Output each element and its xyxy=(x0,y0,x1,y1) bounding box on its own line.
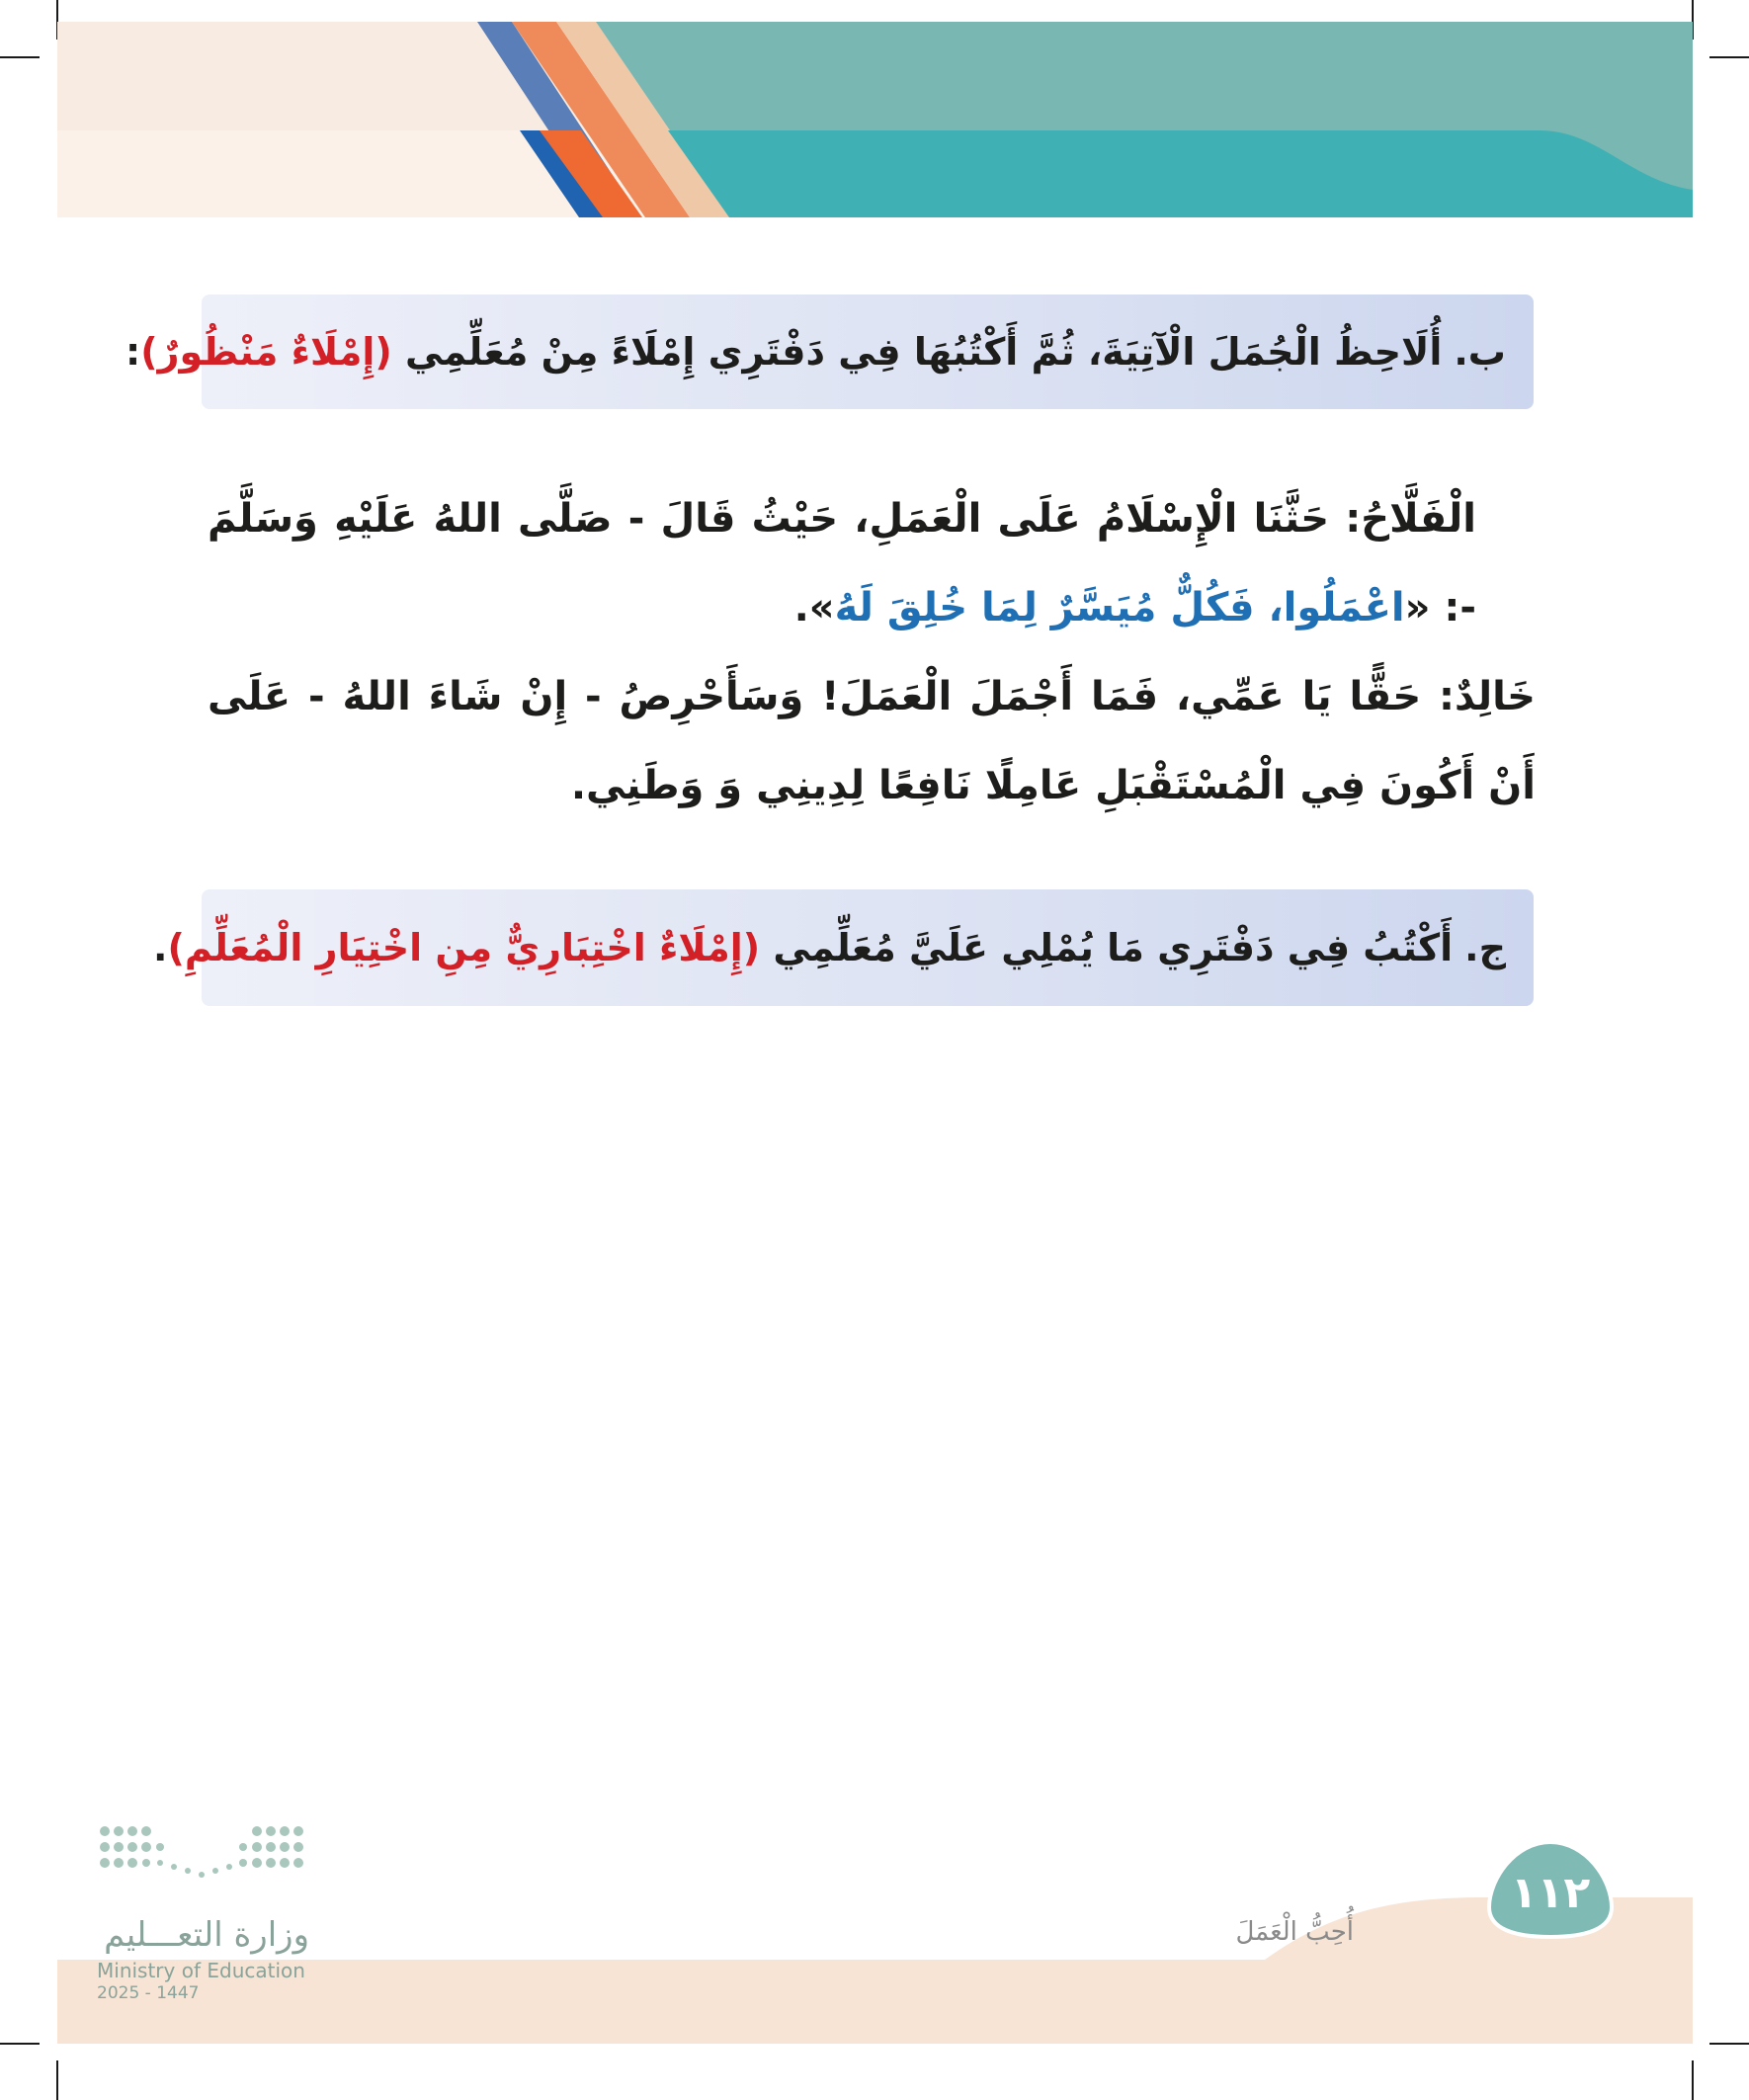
task-c-letter: ج. xyxy=(1464,926,1506,969)
ministry-name-arabic: وزارة التعـــليم xyxy=(104,1915,309,1955)
task-b-letter: ب. xyxy=(1454,330,1506,374)
dictation-passage xyxy=(208,474,1536,830)
crop-mark xyxy=(1692,2060,1694,2100)
crop-mark xyxy=(1709,56,1749,58)
page-number: ١١٢ xyxy=(1510,1868,1591,1918)
task-c-instruction: أَكْتُبُ فِي دَفْتَرِي مَا يُمْلِي عَلَيَّ مُعَلِّمِي xyxy=(773,926,1454,969)
task-c-end: . xyxy=(153,926,168,969)
task-c-highlight: (إِمْلَاءٌ اخْتِبَارِيٌّ مِنِ اخْتِيَارِ الْمُعَلِّمِ) xyxy=(167,926,761,969)
ministry-name-english: Ministry of Education xyxy=(97,1959,305,1982)
crop-mark xyxy=(56,2060,58,2100)
hadith-text: اعْمَلُوا، فَكُلٌّ مُيَسَّرٌ لِمَا خُلِقَ لَهُ xyxy=(834,585,1405,630)
page-header-banner xyxy=(57,22,1693,217)
farmer-line xyxy=(208,474,1536,652)
task-b-highlight: (إِمْلَاءٌ مَنْظُورٌ) xyxy=(140,330,392,374)
khalid-line xyxy=(208,652,1536,830)
crop-mark xyxy=(1709,2043,1749,2045)
farmer-text-end: ». xyxy=(793,585,835,630)
edition-year: 2025 - 1447 xyxy=(97,1983,200,2003)
farmer-text: حَثَّنَا الْإِسْلَامُ عَلَى الْعَمَلِ، حَيْثُ قَالَ - صَلَّى اللهُ عَلَيْهِ وَسَلَّمَ -: « xyxy=(208,496,1476,630)
unit-title: أُحِبُّ الْعَمَلَ xyxy=(1235,1917,1354,1947)
task-b-end: : xyxy=(125,330,141,374)
task-b-instruction: أُلَاحِظُ الْجُمَلَ الْآتِيَةَ، ثُمَّ أَكْتُبُهَا فِي دَفْتَرِي إِمْلَاءً مِنْ مُعَلِّمِي xyxy=(405,330,1443,374)
ministry-logo-icon xyxy=(97,1823,309,1892)
task-c-box xyxy=(153,889,1534,1006)
crop-mark xyxy=(0,2043,40,2045)
speaker-khalid: خَالِدٌ: xyxy=(1439,674,1536,719)
crop-mark xyxy=(0,56,40,58)
task-b-box xyxy=(125,294,1534,409)
khalid-text: حَقًّا يَا عَمِّي، فَمَا أَجْمَلَ الْعَمَلَ! وَسَأَحْرِصُ - إِنْ شَاءَ اللهُ - عَلَى أَنْ أَكُونَ فِي الْمُسْتَقْبَلِ عَامِلًا نَافِعًا لِدِينِي وَ وَطَنِي. xyxy=(208,674,1536,808)
speaker-farmer: الْفَلَّاحُ: xyxy=(1345,496,1476,542)
